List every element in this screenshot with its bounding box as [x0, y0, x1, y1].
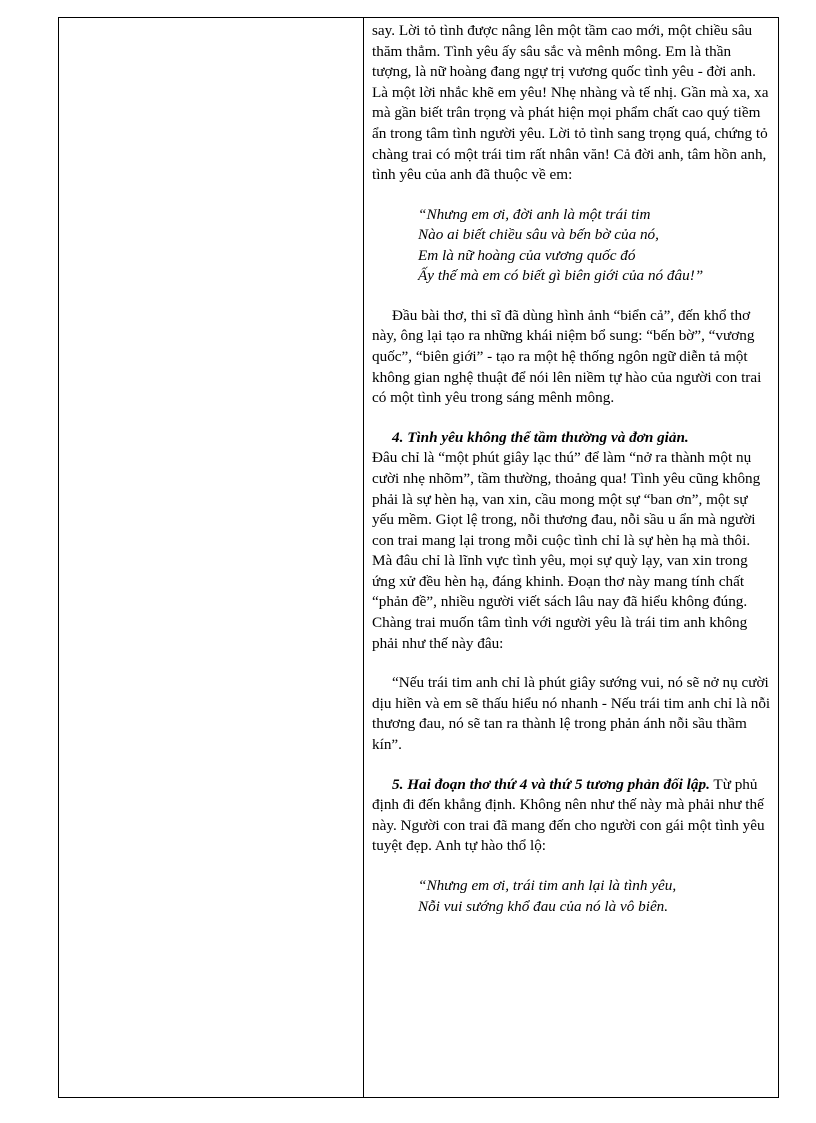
paragraph-2: Đầu bài thơ, thi sĩ đã dùng hình ảnh “biển cả”, đến khổ thơ này, ông lại tạo ra những khái niệm bổ sung: “bến bờ”, “vương quốc”, “biên giới” - tạo ra một hệ thống ngôn ngữ diễn tả một không gian nghệ thuật để nói lên niềm tự hào của người con trai có một tình yêu trong sáng mênh mông.: [372, 306, 762, 407]
section-4: [372, 428, 772, 655]
verse-3-line-2: Nỗi vui sướng khổ đau của nó là vô biên.: [418, 897, 669, 915]
right-column: [364, 18, 779, 1098]
left-column: [59, 18, 364, 1098]
content-body: [364, 18, 778, 917]
paragraph-3: Đâu chỉ là “một phút giây lạc thú” để làm “nở ra thành một nụ cười nhẹ nhõm”, tầm thường, thoảng qua! Tình yêu cũng không phải là sự hèn hạ, van xin, cầu mong một sự “ban ơn”, một sự yếu mềm. Giọt lệ trong, nỗi thương đau, nỗi sầu u ẩn mà người con trai mang lại trong mỗi cuộc tình chỉ là sự hèn hạ mà thôi. Mà đâu chỉ là lĩnh vực tình yêu, mọi sự quỳ lạy, van xin trong ứng xử đều hèn hạ, đáng khinh. Đoạn thơ này mang tính chất “phản đề”, nhiều người viết sách lâu nay đã hiểu không đúng. Chàng trai muốn tâm tình với người yêu là trái tim anh không phải như thế này đâu:: [372, 449, 761, 652]
verse-1-line-1: “Nhưng em ơi, đời anh là một trái tim: [418, 205, 651, 223]
paragraph-1: say. Lời tỏ tình được nâng lên một tầm cao mới, một chiều sâu thăm thẳm. Tình yêu ấy sâu sắc và mênh mông. Em là thần tượng, là nữ hoàng đang ngự trị vương quốc tình yêu - đời anh. Là một lời nhắc khẽ em yêu! Nhẹ nhàng và tế nhị. Gần mà xa, xa mà gần biết trân trọng và phát hiện mọi phẩm chất cao quý tiềm ẩn trong tâm tình người yêu. Lời tỏ tình sang trọng quá, chứng tỏ chàng trai có một trái tim rất nhân văn! Cả đời anh, tâm hồn anh, tình yêu của anh đã thuộc về em:: [372, 22, 769, 184]
quote-2: “Nếu trái tim anh chỉ là phút giây sướng vui, nó sẽ nở nụ cười dịu hiền và em sẽ thấu hiểu nó nhanh - Nếu trái tim anh chỉ là nỗi thương đau, nó sẽ tan ra thành lệ trong phản ánh nỗi sầu thầm kín”.: [372, 674, 771, 754]
verse-1-line-4: Ấy thế mà em có biết gì biên giới của nó đâu!”: [418, 267, 704, 285]
heading-4: 4. Tình yêu không thể tầm thường và đơn giản.: [392, 428, 689, 446]
paragraph-4: Từ phủ định đi đến khẳng định. Không nên như thế này mà phải như thế này. Người con trai đã mang đến cho người con gái một tình yêu tuyệt đẹp. Anh tự hào thổ lộ:: [372, 775, 765, 855]
section-5: [372, 775, 772, 857]
heading-5: 5. Hai đoạn thơ thứ 4 và thứ 5 tương phản đối lập.: [392, 775, 710, 793]
verse-1-line-3: Em là nữ hoàng của vương quốc đó: [418, 246, 636, 264]
verse-3-line-1: “Nhưng em ơi, trái tim anh lại là tình yêu,: [418, 877, 677, 894]
verse-1-line-2: Nào ai biết chiều sâu và bến bờ của nó,: [418, 226, 659, 244]
document-table: [58, 17, 779, 1098]
